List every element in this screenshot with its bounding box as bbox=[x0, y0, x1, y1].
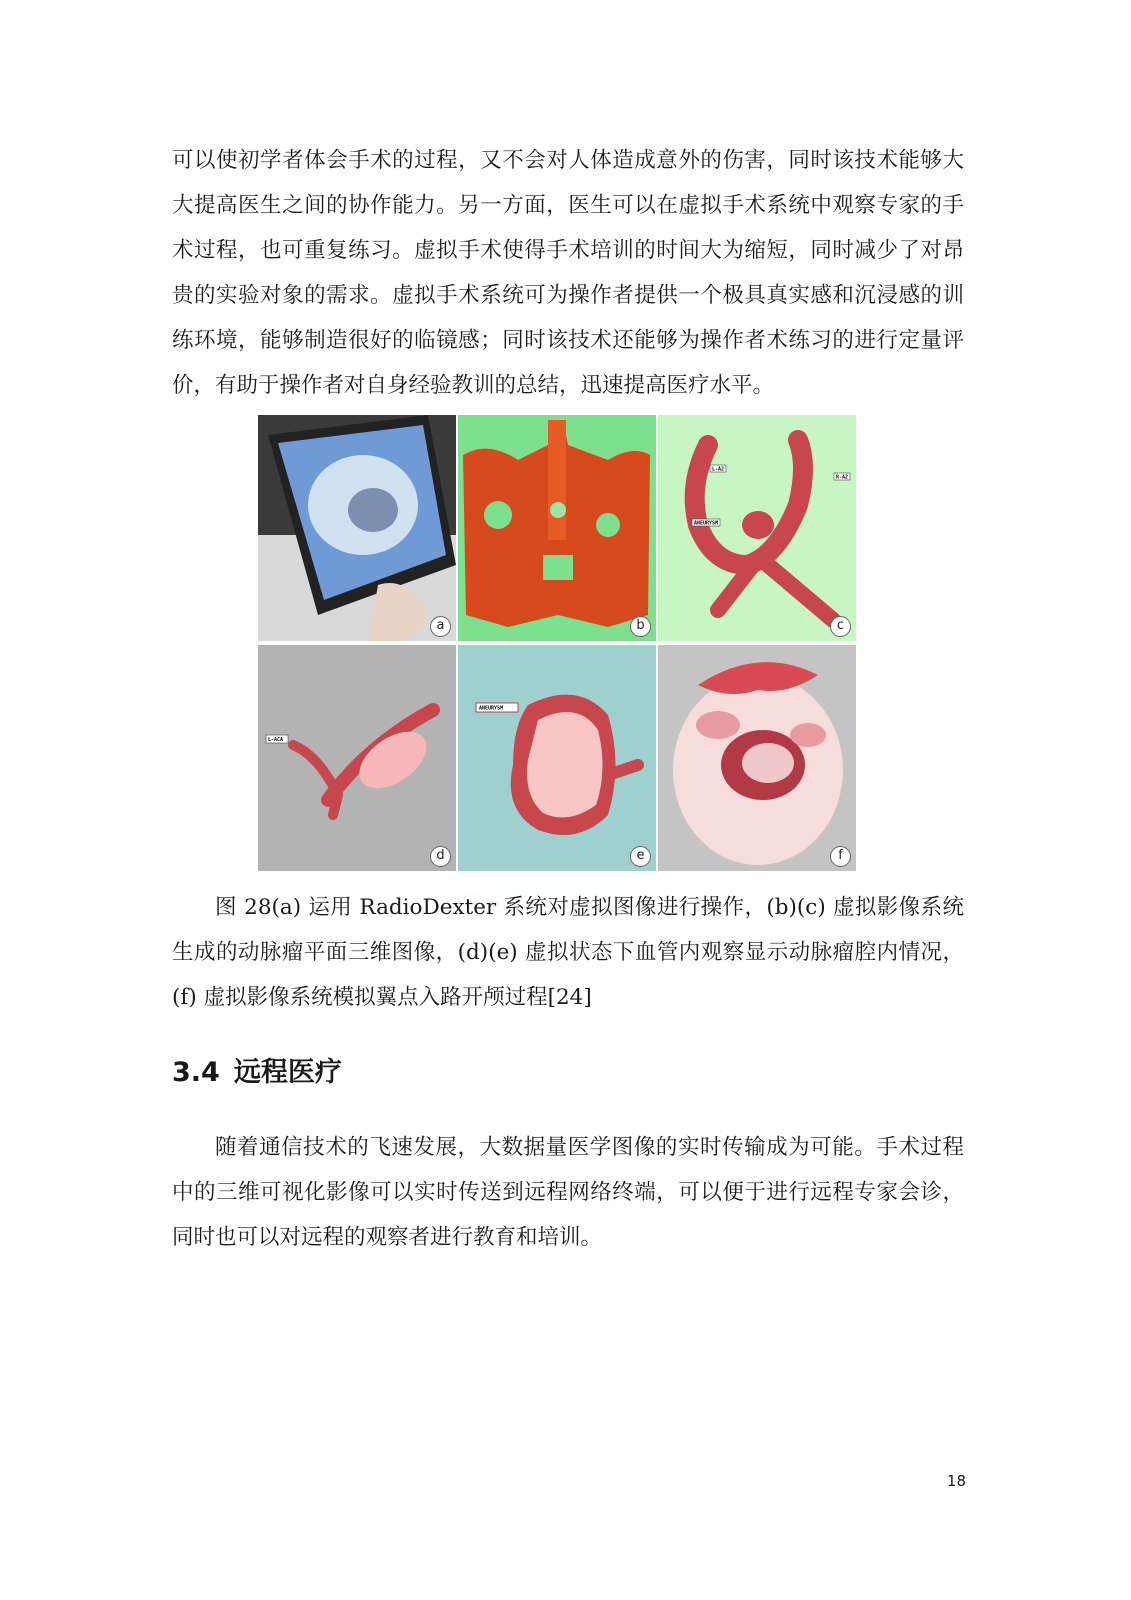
panel-f-label: f bbox=[830, 846, 851, 867]
aneurysm-flat-render bbox=[658, 415, 856, 641]
figure-caption: 图 28(a) 运用 RadioDexter 系统对虚拟图像进行操作，(b)(c) 虚拟影像系统生成的动脉瘤平面三维图像，(d)(e) 虚拟状态下血管内观察显示动脉瘤腔内情况，(f) 虚拟影像系统模拟翼点入路开颅过程[24] bbox=[172, 895, 964, 1010]
tag-aneurysm-e: ANEURYSM bbox=[479, 705, 504, 712]
section-heading bbox=[172, 1055, 342, 1091]
section-number: 3.4 bbox=[172, 1057, 220, 1088]
panel-d-render bbox=[258, 645, 456, 871]
panel-e-label: e bbox=[630, 846, 651, 867]
remote-medicine-paragraph: 随着通信技术的飞速发展，大数据量医学图像的实时传输成为可能。手术过程中的三维可视化影像可以实时传送到远程网络终端，可以便于进行远程专家会诊，同时也可以对远程的观察者进行教育和培训。 bbox=[172, 1135, 964, 1250]
figure-28 bbox=[258, 415, 878, 875]
panel-a-label: a bbox=[430, 616, 451, 637]
intro-paragraph: 可以使初学者体会手术的过程，又不会对人体造成意外的伤害，同时该技术能够大大提高医生之间的协作能力。另一方面，医生可以在虚拟手术系统中观察专家的手术过程，也可重复练习。虚拟手术使得手术培训的时间大为缩短，同时减少了对昂贵的实验对象的需求。虚拟手术系统可为操作者提供一个极具真实感和沉浸感的训练环境，能够制造很好的临镜感；同时该技术还能够为操作者术练习的进行定量评价，有助于操作者对自身经验教训的总结，迅速提高医疗水平。 bbox=[172, 148, 964, 398]
radiodexter-photo bbox=[258, 415, 456, 641]
panel-c-label: c bbox=[830, 616, 851, 637]
aneurysm-cavity-render bbox=[458, 645, 656, 871]
tag-r-a2: R-A2 bbox=[836, 474, 849, 481]
panel-c-render bbox=[658, 415, 856, 641]
section-title: 远程医疗 bbox=[233, 1057, 342, 1088]
tag-aneurysm-c: ANEURYSM bbox=[694, 520, 719, 527]
panel-f-render bbox=[658, 645, 856, 871]
tag-l-a2: L-A2 bbox=[712, 466, 725, 473]
panel-b-label: b bbox=[630, 616, 651, 637]
panel-b-render bbox=[458, 415, 656, 641]
skull-base-render bbox=[458, 415, 656, 641]
craniotomy-render bbox=[658, 645, 856, 871]
vessel-interior-render bbox=[258, 645, 456, 871]
panel-a-photo bbox=[258, 415, 456, 641]
panel-e-render bbox=[458, 645, 656, 871]
tag-l-aca: L-ACA bbox=[268, 737, 284, 743]
panel-d-label: d bbox=[430, 846, 451, 867]
page-number: 18 bbox=[946, 1472, 966, 1490]
